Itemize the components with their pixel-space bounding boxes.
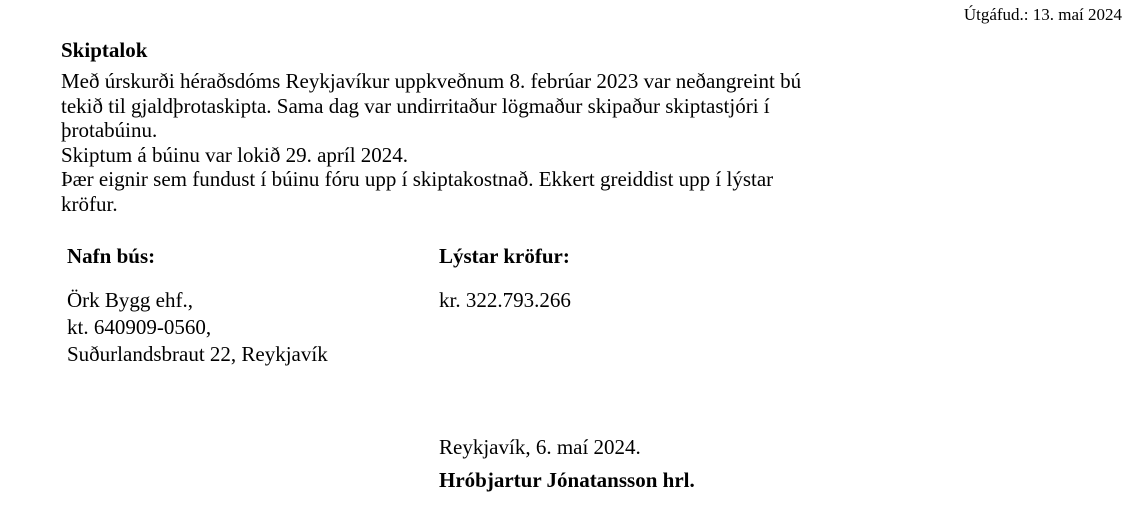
- estate-name-heading: Nafn bús:: [67, 244, 156, 268]
- estate-details: [67, 287, 328, 368]
- signature-place-date: Reykjavík, 6. maí 2024.: [439, 435, 641, 459]
- notice-paragraph-assets: Þær eignir sem fundust í búinu fóru upp í skiptakostnað. Ekkert greiddist upp í lýstar kröfur.: [61, 167, 774, 216]
- estate-id-number: kt. 640909-0560,: [67, 315, 212, 339]
- notice-paragraph-completion: Skiptum á búinu var lokið 29. apríl 2024.: [61, 142, 409, 167]
- signature-name: Hróbjartur Jónatansson hrl.: [439, 468, 695, 492]
- estate-address: Suðurlandsbraut 22, Reykjavík: [67, 342, 328, 366]
- published-date: Útgáfud.: 13. maí 2024: [963, 5, 1122, 24]
- claims-amount: kr. 322.793.266: [439, 288, 571, 312]
- notice-title: Skiptalok: [61, 38, 148, 62]
- estate-company-name: Örk Bygg ehf.,: [67, 288, 193, 312]
- notice-paragraph-ruling: Með úrskurði héraðsdóms Reykjavíkur uppkveðnum 8. febrúar 2023 var neðangreint bú tekið til gjaldþrotaskipta. Sama dag var undirritaður lögmaður skipaður skiptastjóri í þrotabúinu.: [61, 69, 802, 142]
- notice-body: [61, 69, 811, 216]
- claims-heading: Lýstar kröfur:: [439, 244, 570, 268]
